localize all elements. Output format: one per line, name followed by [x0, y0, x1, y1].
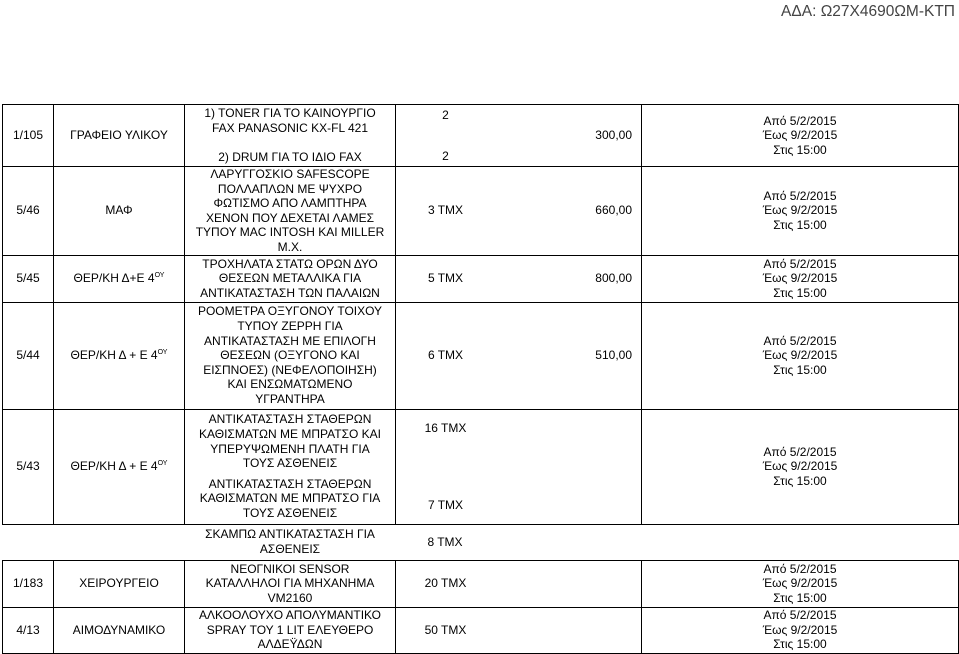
- row-deadline: Από 5/2/2015 Έως 9/2/2015 Στις 15:00: [642, 167, 959, 256]
- row-code: 1/183: [3, 560, 54, 607]
- row-quantity: 7 ΤΜΧ: [427, 497, 464, 512]
- dept-text: ΘΕΡ/ΚΗ Δ+Ε 4: [73, 271, 155, 286]
- row-description: ΛΑΡΥΓΓΟΣΚΙΟ SAFESCOPE ΠΟΛΛΑΠΛΩΝ ΜΕ ΨΥΧΡΟ ΦΩΤΙΣΜΟ ΑΠΟ ΛΑΜΠΤΗΡΑ ΧΕΝΟΝ ΠΟΥ ΔΕΧΕΤΑΙ ΛΑΜΕΣ ΤΥΠΟΥ MAC INTOSH ΚΑΙ MILLER Μ.Χ.: [185, 167, 396, 256]
- row-department: [54, 302, 185, 409]
- row-description-part: ΑΝΤΙΚΑΤΑΣΤΑΣΗ ΣΤΑΘΕΡΩΝ ΚΑΘΙΣΜΑΤΩΝ ΜΕ ΜΠΡΑΤΣΟ ΚΑΙ ΥΠΕΡΥΨΩΜΕΝΗ ΠΛΑΤΗ ΓΙΑ ΤΟΥΣ ΑΣΘΕΝΕΙΣ: [198, 412, 381, 471]
- row-description-part: ΑΝΤΙΚΑΤΑΣΤΑΣΗ ΣΤΑΘΕΡΩΝ ΚΑΘΙΣΜΑΤΩΝ ΜΕ ΜΠΡΑΤΣΟ ΓΙΑ ΤΟΥΣ ΑΣΘΕΝΕΙΣ: [199, 476, 381, 521]
- row-department: ΓΡΑΦΕΙΟ ΥΛΙΚΟΥ: [54, 105, 185, 167]
- table-row: [3, 409, 959, 524]
- row-department: ΜΑΦ: [54, 167, 185, 256]
- row-code: 1/105: [3, 105, 54, 167]
- dept-text: ΘΕΡ/ΚΗ Δ + Ε 4: [70, 459, 158, 474]
- row-quantity-amount: [396, 560, 642, 607]
- table-row: [3, 105, 959, 167]
- row-description: ΤΡΟΧΗΛΑΤΑ ΣΤΑΤΩ ΟΡΩΝ ΔΥΟ ΘΕΣΕΩΝ ΜΕΤΑΛΛΙΚΑ ΓΙΑ ΑΝΤΙΚΑΤΑΣΤΑΣΗ ΤΩΝ ΠΑΛΑΙΩΝ: [185, 255, 396, 302]
- row-description: ΝΕΟΓΝΙΚΟΙ SENSOR ΚΑΤΑΛΛΗΛΟΙ ΓΙΑ ΜΗΧΑΝΗΜΑ VM2160: [185, 560, 396, 607]
- row-department: ΑΙΜΟΔΥΝΑΜΙΚΟ: [54, 607, 185, 653]
- row-deadline: Από 5/2/2015 Έως 9/2/2015 Στις 15:00: [642, 255, 959, 302]
- row-quantity-amount: [396, 302, 642, 409]
- row-description: [185, 409, 396, 524]
- row-description: ΡΟΟΜΕΤΡΑ ΟΞΥΓΟΝΟΥ ΤΟΙΧΟΥ ΤΥΠΟΥ ΖΕΡΡΗ ΓΙΑ ΑΝΤΙΚΑΤΑΣΤΑΣΗ ΜΕ ΕΠΙΛΟΓΗ ΘΕΣΕΩΝ (ΟΞΥΓΟΝΟ ΚΑΙ ΕΙΣΠΝΟΕΣ) (ΝΕΦΕΛΟΠΟΙΗΣΗ) ΚΑΙ ΕΝΣΩΜΑΤΩΜΕΝΟ ΥΓΡΑΝΤΗΡΑ: [185, 302, 396, 409]
- procurement-table: [2, 104, 959, 654]
- table-row: [3, 607, 959, 653]
- row-department: [54, 524, 185, 560]
- dept-superscript: ΟΥ: [157, 349, 168, 357]
- row-description: ΑΛΚΟΟΛΟΥΧΟ ΑΠΟΛΥΜΑΝΤΙΚΟ SPRAY ΤΟΥ 1 LIT ΕΛΕΥΘΕΡΟ ΑΛΔΕΫΔΩΝ: [185, 607, 396, 653]
- dept-superscript: ΟΥ: [157, 460, 168, 468]
- row-deadline: [642, 524, 959, 560]
- table-row: [3, 302, 959, 409]
- row-quantity: 50 ΤΜΧ: [424, 622, 467, 637]
- row-department: [54, 255, 185, 302]
- row-deadline: Από 5/2/2015 Έως 9/2/2015 Στις 15:00: [642, 409, 959, 524]
- table-row: [3, 560, 959, 607]
- row-quantity-amount: [396, 607, 642, 653]
- row-quantity-amount: [396, 524, 642, 560]
- dept-superscript: ΟΥ: [154, 272, 165, 280]
- row-amount: 800,00: [595, 271, 632, 286]
- row-quantity: 3 ΤΜΧ: [427, 203, 464, 218]
- row-amount: 660,00: [595, 203, 632, 218]
- table-row: [3, 255, 959, 302]
- row-code: 5/45: [3, 255, 54, 302]
- row-quantity-amount: [396, 105, 642, 167]
- row-quantity: 5 ΤΜΧ: [427, 271, 464, 286]
- row-deadline: Από 5/2/2015 Έως 9/2/2015 Στις 15:00: [642, 607, 959, 653]
- row-quantity: 2: [442, 148, 449, 163]
- row-description: 1) TONER ΓΙΑ ΤΟ ΚΑΙΝΟΥΡΓΙΟ FAX PANASONIC KX-FL 421 2) DRUM ΓΙΑ ΤΟ ΙΔΙΟ FAX: [185, 105, 396, 167]
- table-row: [3, 524, 959, 560]
- row-deadline: Από 5/2/2015 Έως 9/2/2015 Στις 15:00: [642, 302, 959, 409]
- row-quantity: 6 ΤΜΧ: [427, 348, 464, 363]
- row-code: 5/44: [3, 302, 54, 409]
- row-code: [3, 524, 54, 560]
- row-amount: 510,00: [595, 348, 632, 363]
- row-deadline: Από 5/2/2015 Έως 9/2/2015 Στις 15:00: [642, 560, 959, 607]
- ada-code: ΑΔΑ: Ω27Χ4690ΩΜ-ΚΤΠ: [781, 3, 955, 20]
- table-row: [3, 167, 959, 256]
- row-deadline: Από 5/2/2015 Έως 9/2/2015 Στις 15:00: [642, 105, 959, 167]
- row-quantity: 20 ΤΜΧ: [424, 576, 467, 591]
- row-description: ΣΚΑΜΠΩ ΑΝΤΙΚΑΤΑΣΤΑΣΗ ΓΙΑ ΑΣΘΕΝΕΙΣ: [205, 527, 375, 557]
- row-department: ΧΕΙΡΟΥΡΓΕΙΟ: [54, 560, 185, 607]
- dept-text: ΘΕΡ/ΚΗ Δ + Ε 4: [70, 348, 158, 363]
- row-code: 4/13: [3, 607, 54, 653]
- row-quantity-amount: [396, 409, 642, 524]
- row-code: 5/43: [3, 409, 54, 524]
- row-amount: 300,00: [595, 128, 632, 143]
- row-quantity: 2: [442, 107, 449, 122]
- row-quantity: 16 ΤΜΧ: [424, 420, 467, 435]
- row-quantity-amount: [396, 167, 642, 256]
- row-quantity-amount: [396, 255, 642, 302]
- row-department: [54, 409, 185, 524]
- row-code: 5/46: [3, 167, 54, 256]
- row-quantity: 8 ΤΜΧ: [427, 534, 463, 549]
